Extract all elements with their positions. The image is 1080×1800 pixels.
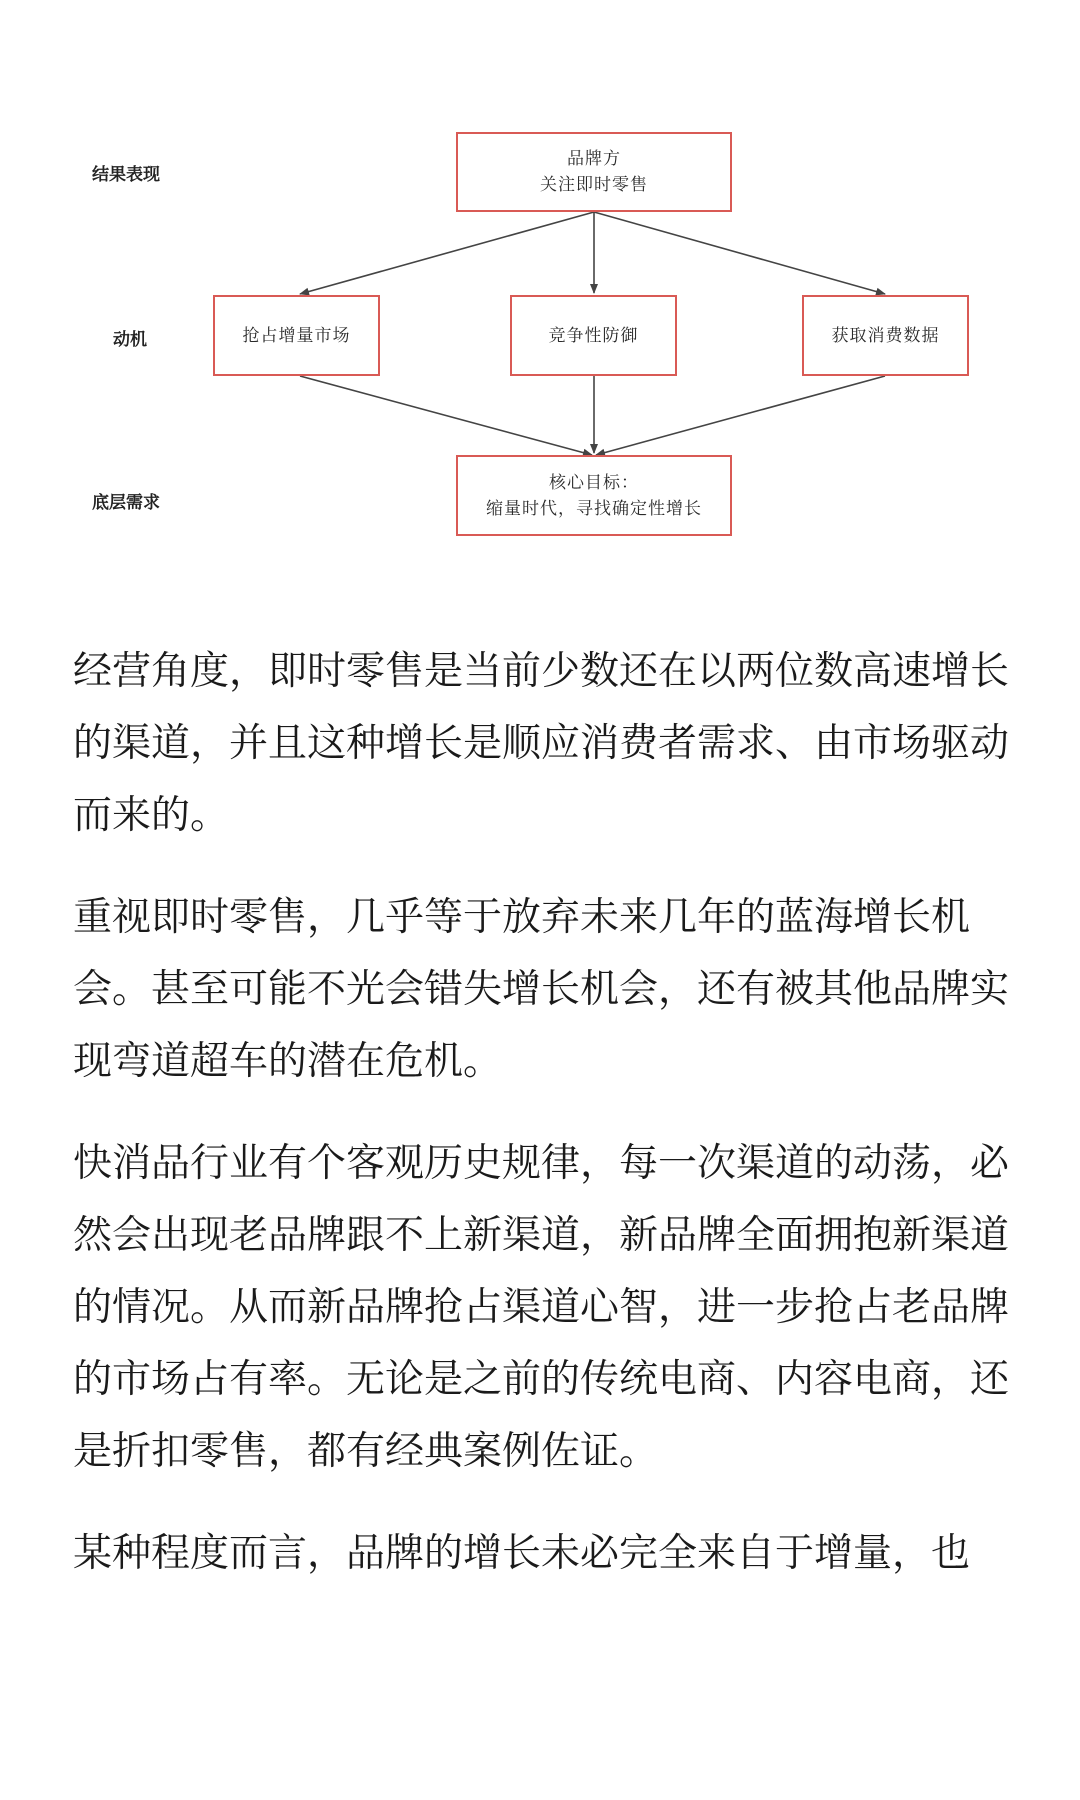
arrow-right-to-bottom — [596, 376, 885, 455]
top-box-brand — [456, 132, 732, 212]
bottom-box-line2: 缩量时代，寻找确定性增长 — [486, 498, 702, 519]
middle-box-incremental-market — [213, 295, 380, 376]
arrow-top-to-right — [594, 212, 885, 294]
middle-box-competitive-defense — [510, 295, 677, 376]
bottom-box-core-goal — [456, 455, 732, 536]
article-paragraph-1: 经营角度，即时零售是当前少数还在以两位数高速增长的渠道，并且这种增长是顺应消费者需求、由市场驱动而来的。 — [73, 649, 1010, 838]
bottom-box-line1: 核心目标： — [549, 472, 639, 493]
middle-box-label: 竞争性防御 — [548, 325, 639, 346]
flow-diagram — [0, 0, 1080, 560]
row-label-motive: 动机 — [113, 330, 147, 350]
middle-box-label: 抢占增量市场 — [242, 325, 351, 346]
article-paragraph-2: 重视即时零售，几乎等于放弃未来几年的蓝海增长机会。甚至可能不光会错失增长机会，还有被其他品牌实现弯道超车的潜在危机。 — [73, 895, 1010, 1084]
article-paragraph-4: 某种程度而言，品牌的增长未必完全来自于增量，也 — [73, 1531, 971, 1576]
middle-box-consumer-data — [802, 295, 969, 376]
top-box-line2: 关注即时零售 — [540, 175, 648, 195]
article-paragraph-3: 快消品行业有个客观历史规律，每一次渠道的动荡，必然会出现老品牌跟不上新渠道，新品牌全面拥抱新渠道的情况。从而新品牌抢占渠道心智，进一步抢占老品牌的市场占有率。无论是之前的传统电商、内容电商，还是折扣零售，都有经典案例佐证。 — [73, 1141, 1010, 1474]
row-label-result: 结果表现 — [92, 165, 160, 185]
article-body — [73, 636, 1023, 1620]
top-box-line1: 品牌方 — [567, 149, 621, 169]
middle-box-label: 获取消费数据 — [831, 325, 940, 346]
arrow-top-to-left — [300, 212, 594, 294]
row-label-base: 底层需求 — [92, 493, 160, 513]
arrow-left-to-bottom — [300, 376, 592, 455]
